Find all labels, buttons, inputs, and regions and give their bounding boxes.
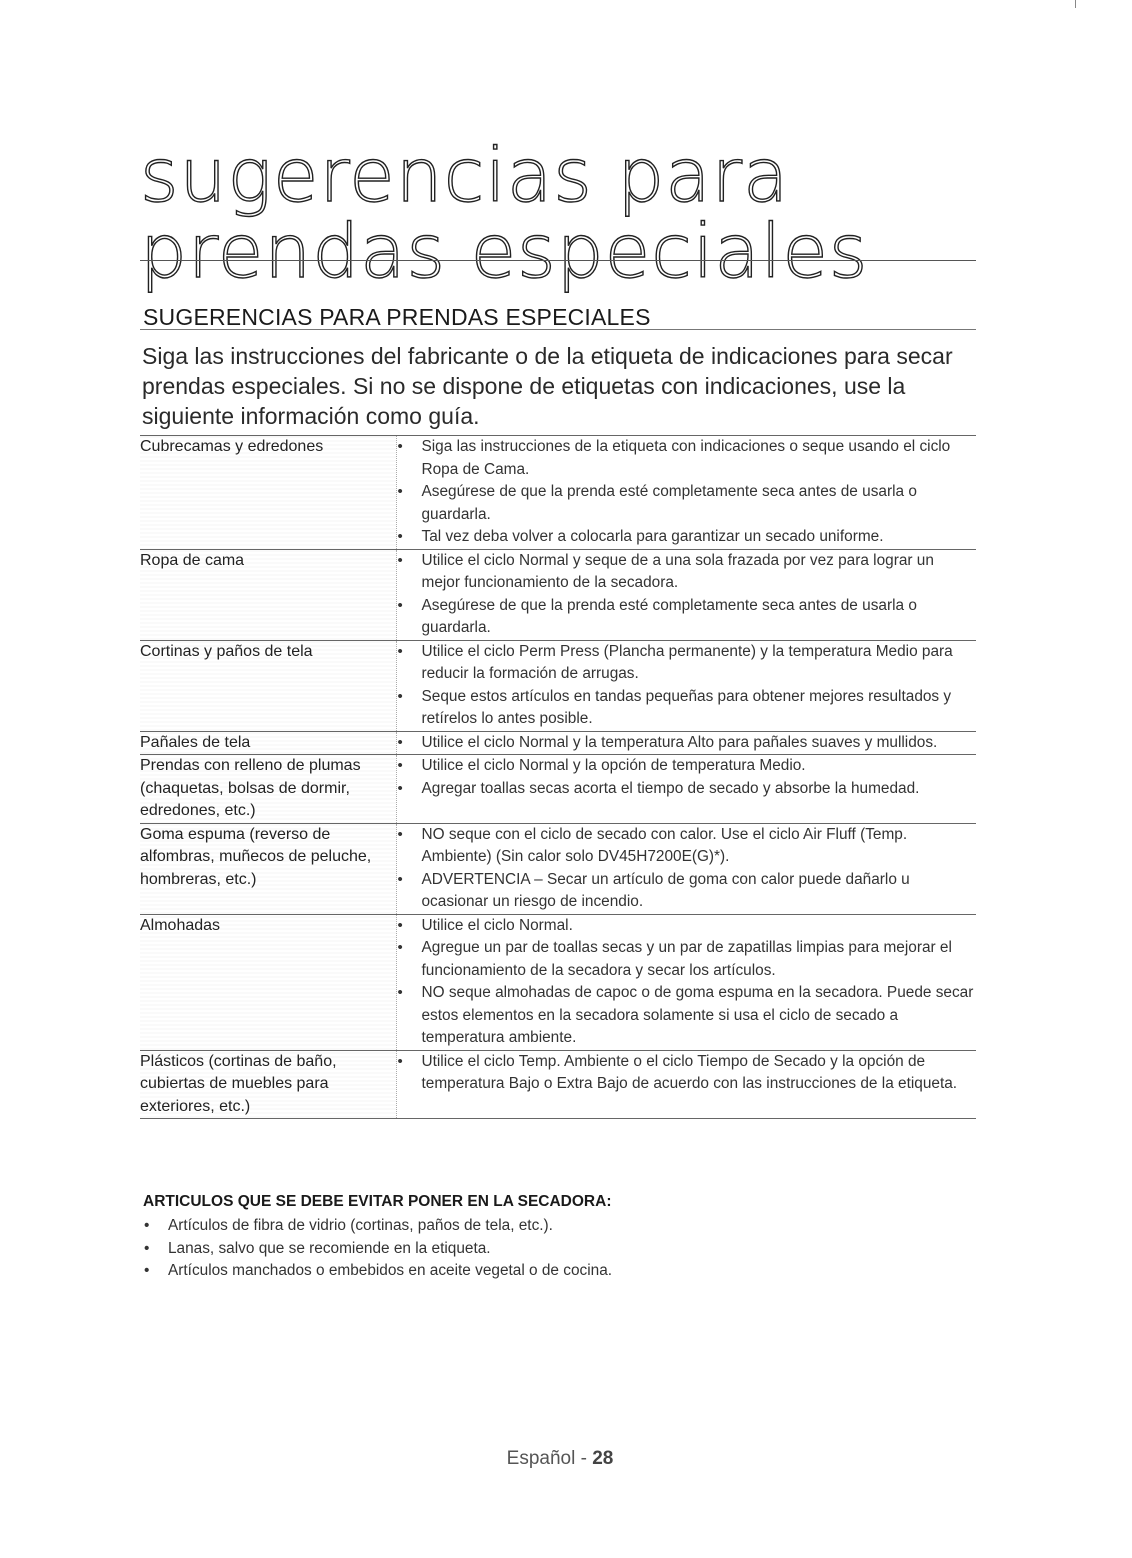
table-row [140,640,976,731]
page-title: sugerencias para prendas especiales [140,133,869,295]
table-row [140,914,976,1050]
tip-item: • Utilice el ciclo Normal y la opción de temperatura Medio. [397,755,977,778]
avoid-item: • Artículos manchados o embebidos en aceite vegetal o de cocina. [142,1260,972,1283]
tip-item: • NO seque con el ciclo de secado con calor. Use el ciclo Air Fluff (Temp. Ambiente) (Sin calor solo DV45H7200E(G)*). [397,824,977,869]
tips-cell [396,640,976,731]
tips-table [140,435,976,1119]
avoid-list [142,1215,972,1283]
tips-list [397,755,977,800]
tips-list [397,915,977,1050]
tip-item: • Seque estos artículos en tandas pequeñas para obtener mejores resultados y retírelos lo antes posible. [397,686,977,731]
tips-cell [396,755,976,824]
tip-item: • NO seque almohadas de capoc o de goma espuma en la secadora. Puede secar estos elementos en la secadora solamente si usa el ciclo de secado a temperatura ambiente. [397,982,977,1050]
tip-item: • Utilice el ciclo Perm Press (Plancha permanente) y la temperatura Medio para reducir la formación de arrugas. [397,641,977,686]
table-row [140,755,976,824]
avoid-item: • Lanas, salvo que se recomiende en la etiqueta. [142,1238,972,1261]
page-number: 28 [592,1448,614,1469]
tips-list [397,824,977,914]
tips-cell [396,823,976,914]
avoid-heading: ARTICULOS QUE SE DEBE EVITAR PONER EN LA SECADORA: [143,1193,612,1210]
tip-item: • ADVERTENCIA – Secar un artículo de goma con calor puede dañarlo u ocasionar un riesgo de incendio. [397,869,977,914]
tips-cell [396,436,976,550]
garment-category: Cortinas y paños de tela [140,640,396,731]
garment-category: Cubrecamas y edredones [140,436,396,550]
garment-category: Plásticos (cortinas de baño, cubiertas de muebles para exteriores, etc.) [140,1050,396,1119]
section-divider [140,329,976,330]
tips-list [397,641,977,731]
tips-list [397,550,977,640]
tip-item: • Utilice el ciclo Normal y la temperatura Alto para pañales suaves y mullidos. [397,732,977,755]
footer-language: Español - [506,1448,593,1469]
tip-item: • Agregue un par de toallas secas y un par de zapatillas limpias para mejorar el funcionamiento de la secadora y secar los artículos. [397,937,977,982]
crop-mark [1075,0,1076,8]
intro-paragraph: Siga las instrucciones del fabricante o de la etiqueta de indicaciones para secar prendas especiales. Si no se dispone de etiquetas con indicaciones, use la siguiente información como guía. [142,343,953,429]
tip-item: • Utilice el ciclo Temp. Ambiente o el ciclo Tiempo de Secado y la opción de temperatura Bajo o Extra Bajo de acuerdo con las instrucciones de la etiqueta. [397,1051,977,1096]
table-row [140,436,976,550]
tip-item: • Tal vez deba volver a colocarla para garantizar un secado uniforme. [397,526,977,549]
tips-cell [396,731,976,755]
tips-cell [396,549,976,640]
table-row [140,823,976,914]
avoid-item: • Artículos de fibra de vidrio (cortinas, paños de tela, etc.). [142,1215,972,1238]
tip-item: • Agregar toallas secas acorta el tiempo de secado y absorbe la humedad. [397,778,977,801]
garment-category: Almohadas [140,914,396,1050]
tips-cell [396,1050,976,1119]
tip-item: • Utilice el ciclo Normal. [397,915,977,938]
garment-category: Pañales de tela [140,731,396,755]
tip-item: • Asegúrese de que la prenda esté completamente seca antes de usarla o guardarla. [397,595,977,640]
table-row [140,549,976,640]
tips-list [397,436,977,549]
page-footer [0,1448,1120,1470]
garment-category: Goma espuma (reverso de alfombras, muñecos de peluche, hombreras, etc.) [140,823,396,914]
tips-list [397,1051,977,1096]
table-row [140,731,976,755]
garment-category: Ropa de cama [140,549,396,640]
tip-item: • Siga las instrucciones de la etiqueta con indicaciones o seque usando el ciclo Ropa de Cama. [397,436,977,481]
title-divider [140,260,976,261]
section-title: SUGERENCIAS PARA PRENDAS ESPECIALES [143,304,651,330]
tips-cell [396,914,976,1050]
tip-item: • Utilice el ciclo Normal y seque de a una sola frazada por vez para lograr un mejor funcionamiento de la secadora. [397,550,977,595]
table-row [140,1050,976,1119]
garment-category: Prendas con relleno de plumas (chaquetas, bolsas de dormir, edredones, etc.) [140,755,396,824]
tips-list [397,732,977,755]
tip-item: • Asegúrese de que la prenda esté completamente seca antes de usarla o guardarla. [397,481,977,526]
